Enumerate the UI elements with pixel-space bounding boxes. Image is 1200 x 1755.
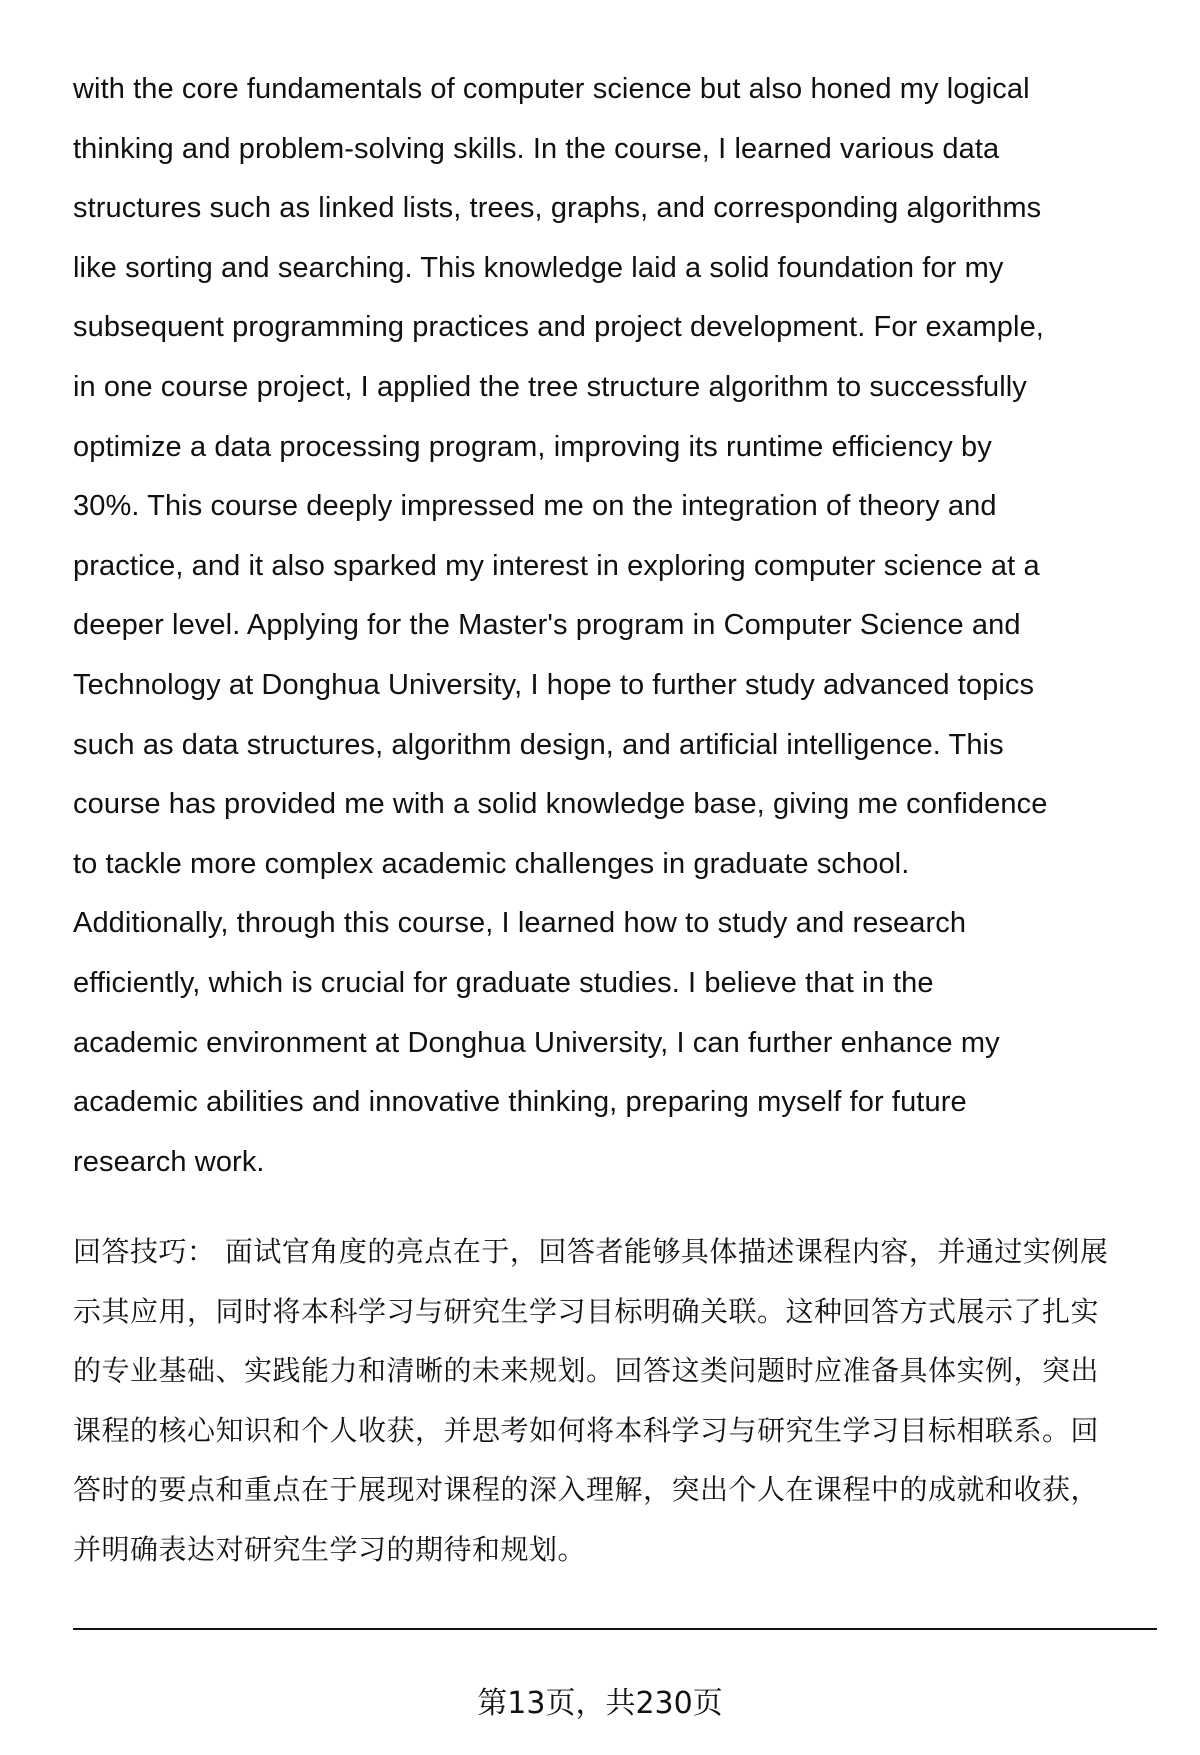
text-line: Technology at Donghua University, I hope to further study advanced topics	[73, 669, 1035, 701]
text-line: efficiently, which is crucial for graduate studies. I believe that in the	[73, 967, 934, 999]
text-line: optimize a data processing program, improving its runtime efficiency by	[73, 430, 992, 463]
tips-line: 并明确表达对研究生学习的期待和规划。	[73, 1533, 587, 1566]
tips-line: 课程的核心知识和个人收获，并思考如何将本科学习与研究生学习目标相联系。回	[73, 1413, 1100, 1447]
text-line: research work.	[73, 1145, 265, 1178]
footer-divider	[73, 1628, 1157, 1630]
text-line: such as data structures, algorithm design, and artificial intelligence. This	[73, 728, 1004, 761]
tips-line: 回答技巧： 面试官角度的亮点在于，回答者能够具体描述课程内容，并通过实例展	[73, 1235, 1109, 1268]
tips-line: 答时的要点和重点在于展现对课程的深入理解，突出个人在课程中的成就和收获，	[73, 1473, 1100, 1507]
tips-line: 示其应用，同时将本科学习与研究生学习目标明确关联。这种回答方式展示了扎实	[73, 1294, 1100, 1328]
text-line: in one course project, I applied the tree structure algorithm to successfully	[73, 371, 1027, 403]
tips-line: 的专业基础、实践能力和清晰的未来规划。回答这类问题时应准备具体实例，突出	[73, 1354, 1100, 1388]
text-line: with the core fundamentals of computer science but also honed my logical	[73, 73, 1030, 105]
text-line: academic abilities and innovative thinking, preparing myself for future	[73, 1086, 967, 1119]
page-indicator: 第13页，共230页	[477, 1686, 723, 1721]
text-line: 30%. This course deeply impressed me on the integration of theory and	[73, 490, 997, 523]
text-line: Additionally, through this course, I learned how to study and research	[73, 907, 967, 940]
text-line: deeper level. Applying for the Master's program in Computer Science and	[73, 609, 1021, 642]
text-line: practice, and it also sparked my interest in exploring computer science at a	[73, 549, 1040, 582]
text-line: course has provided me with a solid knowledge base, giving me confidence	[73, 788, 1048, 821]
text-line: like sorting and searching. This knowledge laid a solid foundation for my	[73, 251, 1004, 284]
text-line: subsequent programming practices and project development. For example,	[73, 311, 1044, 344]
text-line: to tackle more complex academic challenges in graduate school.	[73, 847, 910, 880]
text-line: structures such as linked lists, trees, graphs, and corresponding algorithms	[73, 192, 1042, 225]
text-line: academic environment at Donghua University, I can further enhance my	[73, 1026, 1000, 1059]
text-line: thinking and problem-solving skills. In the course, I learned various data	[73, 132, 1000, 165]
